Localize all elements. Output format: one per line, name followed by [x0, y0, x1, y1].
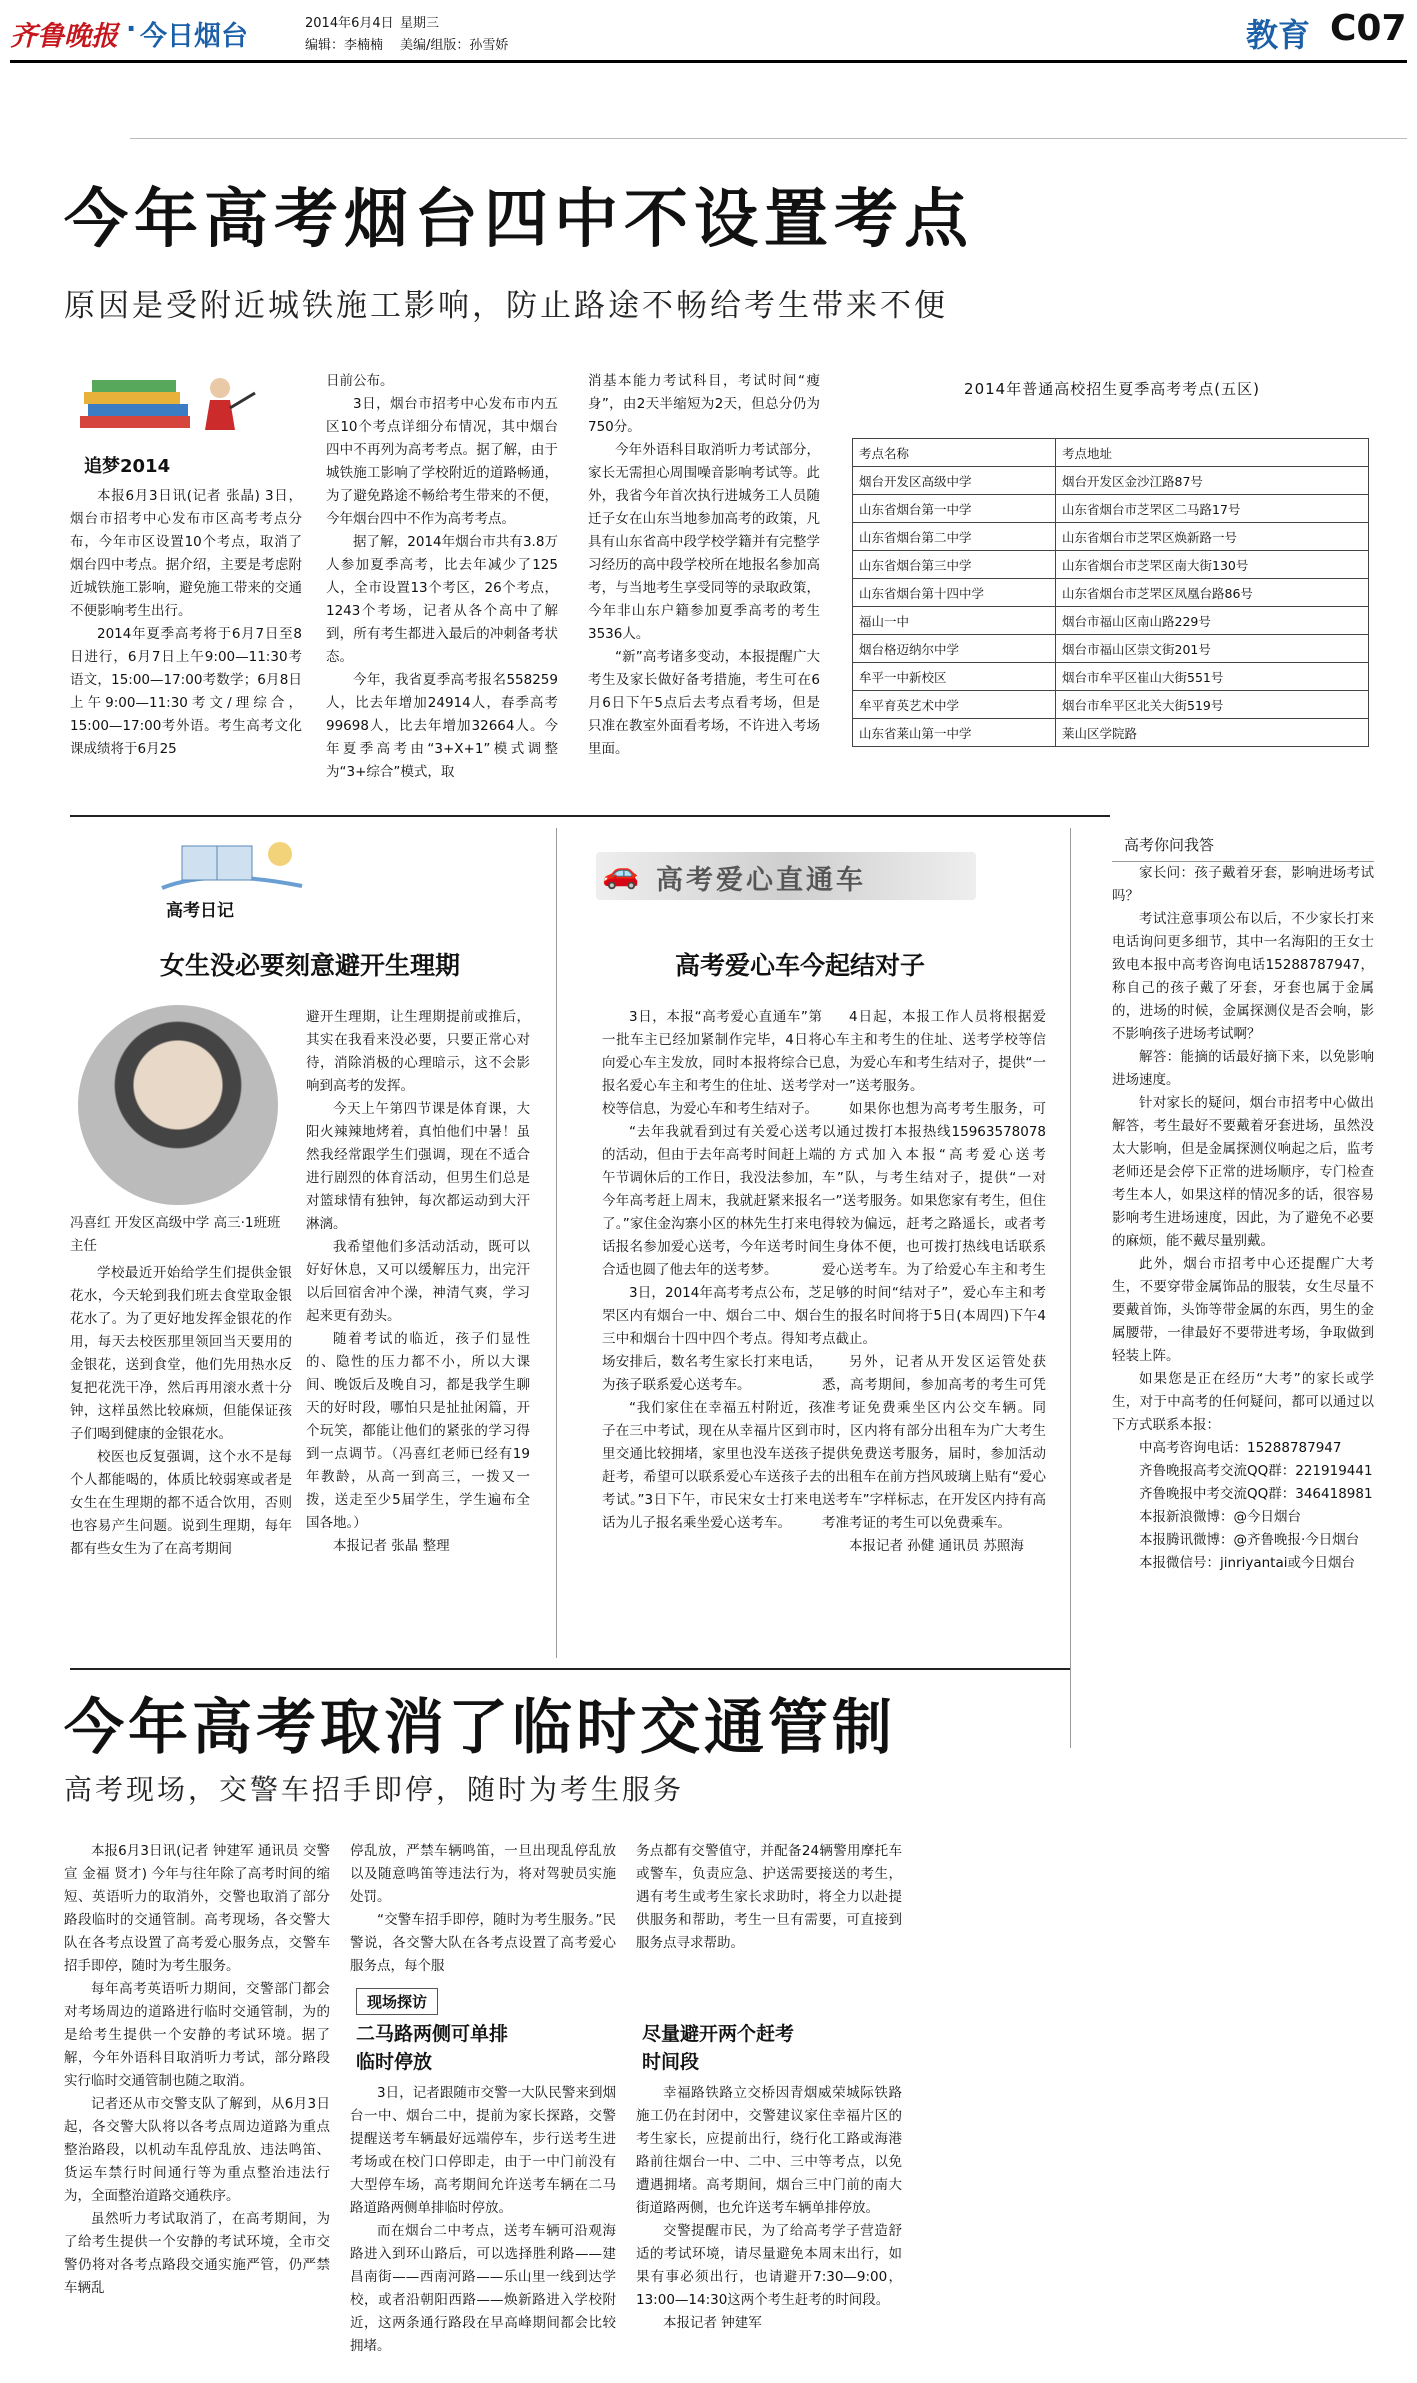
- table-cell: 烟台格迈纳尔中学: [853, 635, 1056, 663]
- car-banner: [596, 852, 976, 900]
- contact-line: 本报腾讯微博：@齐鲁晚报·今日烟台: [1139, 1532, 1360, 1548]
- masthead-date: 2014年6月4日: [305, 16, 394, 31]
- sidebar-label: 现场探访: [356, 1988, 438, 2015]
- paragraph: 今年外语科目取消听力考试部分，家长无需担心周围噪音影响考试等。此外，我省今年首次执行进城务工人员随迁子女在山东当地参加高考的政策，凡具有山东省高中段学校学籍并有完整学习经历的高中段学校所在地报名参加高考，与当地考生享受同等的录取政策，今年非山东户籍参加夏季高考的考生3536人。: [588, 442, 820, 642]
- paragraph: 消基本能力考试科目，考试时间“瘦身”，由2天半缩短为2天，但总分仍为750分。: [588, 373, 820, 435]
- byline: 本报记者 张晶 整理: [333, 1538, 450, 1554]
- table-cell: 烟台市福山区南山路229号: [1056, 607, 1369, 635]
- paragraph: 3日，记者跟随市交警一大队民警来到烟台一中、烟台二中，提前为家长探路，交警提醒送考车辆最好远端停车，步行送考生进考场或在校门口停即走，由于一中门前没有大型停车场，高考期间允许送考车辆在二马路道路两侧单排临时停放。: [350, 2085, 616, 2216]
- table-row: [853, 691, 1369, 719]
- table-cell: 烟台开发区金沙江路87号: [1056, 467, 1369, 495]
- car-banner-title: 高考爱心直通车: [656, 865, 866, 896]
- contact-line: 齐鲁晚报中考交流QQ群：346418981: [1139, 1486, 1373, 1502]
- paragraph: 如果您是正在经历“大考”的家长或学生，对于中高考的任何疑问，都可以通过以下方式联系本报：: [1112, 1371, 1374, 1433]
- paragraph: 每年高考英语听力期间，交警部门都会对考场周边的道路进行临时交通管制，为的是给考生提供一个安静的考试环境。据了解，今年外语科目取消听力考试，部分路段实行临时交通管制也随之取消。: [64, 1981, 330, 2089]
- paragraph: 交警提醒市民，为了给高考学子营造舒适的考试环境，请尽量避免本周末出行，如果有事必须出行，也请避开7:30—9:00，13:00—14:30这两个考生赶考的时间段。: [636, 2223, 902, 2308]
- paragraph: 家长问：孩子戴着牙套，影响进场考试吗？: [1112, 865, 1374, 904]
- paragraph: 校医也反复强调，这个水不是每个人都能喝的，体质比较弱寒或者是女生在生理期的都不适合饮用，否则也容易产生问题。说到生理期，每年都有些女生为了在高考期间: [70, 1449, 292, 1557]
- table-cell: 福山一中: [853, 607, 1056, 635]
- article2-col1: [64, 1840, 330, 2375]
- table-header-row: [853, 439, 1369, 467]
- paragraph: 此外，烟台市招考中心还提醒广大考生，不要穿带金属饰品的服装，女生尽量不要戴首饰，头饰等带金属的东西，男生的金属腰带，一律最好不要带进考场，争取做到轻装上阵。: [1112, 1256, 1374, 1364]
- qa-box: [1112, 828, 1374, 1728]
- paragraph: 学校最近开始给学生们提供金银花水，今天轮到我们班去食堂取金银花水了。为了更好地发挥金银花的作用，每天去校医那里领回当天要用的金银花，送到食堂，他们先用热水反复把花洗干净，然后再用滚水煮十分钟，这样虽然比较麻烦，但能保证孩子们喝到健康的金银花水。: [70, 1265, 292, 1442]
- contact-line: 中高考咨询电话：15288787947: [1139, 1440, 1342, 1456]
- column-divider: [556, 828, 557, 1658]
- paragraph: 考试注意事项公布以后，不少家长打来电话询问更多细节，其中一名海阳的王女士致电本报中高考咨询电话15288787947，称自己的孩子戴了牙套，牙套也属于金属的，进场的时候，金属探测仪是否会响，影不影响孩子进场考试啊？: [1112, 911, 1374, 1042]
- table-cell: 烟台市牟平区崔山大街551号: [1056, 663, 1369, 691]
- author-photo: [78, 1005, 278, 1205]
- exam-sites-table-title: 2014年普通高校招生夏季高考考点(五区): [964, 380, 1260, 398]
- masthead-weekday: 星期三: [400, 16, 440, 31]
- car-col1: [602, 1006, 822, 1606]
- paragraph: 2014年夏季高考将于6月7日至8日进行，6月7日上午9:00—11:30考语文，15:00—17:00考数学；6月8日上午9:00—11:30考文/理综合，15:00—17:00考外语。考生高考文化课成绩将于6月25: [70, 626, 302, 757]
- article2-col3: [636, 1840, 902, 1990]
- table-cell: 山东省烟台第二中学: [853, 523, 1056, 551]
- article2-headline: 今年高考取消了临时交通管制: [64, 1693, 896, 1763]
- table-cell: 山东省莱山第一中学: [853, 719, 1056, 747]
- diary-illustration: [152, 828, 312, 900]
- table-cell: 烟台开发区高级中学: [853, 467, 1056, 495]
- page-number: C07: [1330, 8, 1407, 49]
- paragraph: 3日，烟台市招考中心发布市内五区10个考点详细分布情况，其中烟台四中不再列为高考考点。据了解，由于城铁施工影响了学校附近的道路畅通，为了避免路途不畅给考生带来的不便，今年烟台四中不作为高考考点。: [326, 396, 558, 527]
- paragraph: 幸福路铁路立交桥因青烟威荣城际铁路施工仍在封闭中，交警建议家住幸福片区的考生家长，应提前出行，绕行化工路或海港路前往烟台一中、二中、三中等考点，以免遭遇拥堵。高考期间，烟台三中门前的南大街道路两侧，也允许送考车辆单排停放。: [636, 2085, 902, 2216]
- paragraph: 本报6月3日讯(记者 张晶) 3日，烟台市招考中心发布市区高考考点分布，今年市区设置10个考点，取消了烟台四中考点。据介绍，主要是考虑附近城铁施工影响，避免施工带来的交通不便影响考生出行。: [70, 488, 302, 619]
- paragraph: 3日，本报“高考爱心直通车”第一批车主已经加紧制作完毕，4日将向爱心车主发放，同时本报将综合已报名爱心车主和考生的住址、送考学校等信息，为爱心车和考生结对子。: [602, 1009, 822, 1117]
- paragraph: 务点都有交警值守，并配备24辆警用摩托车或警车，负责应急、护送需要接送的考生，遇有考生或考生家长求助时，将全力以赴提供服务和帮助，考生一旦有需要，可直接到服务点寻求帮助。: [636, 1843, 902, 1951]
- subhead-2: 尽量避开两个赶考时间段: [642, 2023, 795, 2073]
- paragraph: 解答：能摘的话最好摘下来，以免影响进场速度。: [1112, 1049, 1374, 1088]
- image-caption: 追梦2014: [84, 456, 171, 477]
- masthead-designer: 美编/组版：孙雪娇: [400, 38, 509, 53]
- paragraph: 停乱放，严禁车辆鸣笛，一旦出现乱停乱放以及随意鸣笛等违法行为，将对驾驶员实施处罚。: [350, 1843, 616, 1905]
- car-headline: 高考爱心车今起结对子: [674, 951, 925, 980]
- paragraph: “交警车招手即停，随时为考生服务。”民警说，各交警大队在各考点设置了高考爱心服务点，每个服: [350, 1912, 616, 1974]
- byline: 本报记者 孙健 通讯员 苏照海: [849, 1538, 1024, 1554]
- diary-col2: [306, 1006, 530, 1660]
- sub2-body: [636, 2082, 902, 2375]
- article2-subhead: 高考现场，交警车招手即停，随时为考生服务: [64, 1773, 685, 1806]
- masthead-editor: 编辑：李楠楠: [305, 38, 384, 53]
- diary-label: 高考日记: [166, 901, 234, 921]
- table-cell: 山东省烟台市芝罘区焕新路一号: [1056, 523, 1369, 551]
- exam-sites-table: [852, 438, 1369, 747]
- table-row: [853, 495, 1369, 523]
- contact-line: 本报微信号：jinriyantai或今日烟台: [1139, 1555, 1355, 1571]
- article1-col1: [70, 485, 302, 825]
- masthead: [0, 0, 1417, 80]
- qa-body: [1112, 862, 1374, 1722]
- contact-line: 齐鲁晚报高考交流QQ群：221919441: [1139, 1463, 1373, 1479]
- table-row: [853, 579, 1369, 607]
- paragraph: 而在烟台二中考点，送考车辆可沿观海路进入到环山路后，可以选择胜利路——建昌南街——西南河路——乐山里一线到达学校，或者沿朝阳西路——焕新路进入学校附近，这两条通行路段在早高峰期间都会比较拥堵。: [350, 2223, 616, 2354]
- paragraph: 今天上午第四节课是体育课，大阳火辣辣地烤着，真怕他们中暑！虽然我经常跟学生们强调，现在不适合进行剧烈的体育活动，但男生们总是对篮球情有独钟，每次都运动到大汗淋漓。: [306, 1101, 530, 1232]
- table-cell: 牟平一中新校区: [853, 663, 1056, 691]
- photo-caption: 冯喜红 开发区高级中学 高三·1班班主任: [70, 1215, 281, 1254]
- sub1-body: [350, 2082, 616, 2375]
- paragraph: 随着考试的临近，孩子们显性的、隐性的压力都不小，所以大课间、晚饭后及晚自习，都是我学生聊天的好时段，哪怕只是扯扯闲篇，开个玩笑，都能让他们的紧张的学习得到一点调节。（冯喜红老师已经有19年教龄，从高一到高三，一拨又一拨，送走至少5届学生，学生遍布全国各地。）: [306, 1331, 530, 1531]
- logo-dot: ·: [126, 14, 137, 45]
- table-header-cell: 考点名称: [853, 439, 1056, 467]
- section-divider: [70, 815, 1110, 817]
- table-row: [853, 551, 1369, 579]
- exam-sites-table-wrap: [852, 438, 1369, 747]
- car-col2: [822, 1006, 1046, 1658]
- page-category: 教育: [1246, 16, 1311, 54]
- paragraph: 我希望他们多活动活动，既可以好好休息，又可以缓解压力，出完汗以后回宿舍冲个澡，神清气爽，学习起来更有劲头。: [306, 1239, 530, 1324]
- table-cell: 烟台市牟平区北关大街519号: [1056, 691, 1369, 719]
- table-cell: 山东省烟台第一中学: [853, 495, 1056, 523]
- paragraph: “去年我就看到过有关爱心送考的活动，但由于去年高考时间赶上端午节调休后的工作日，我没法参加，今年高考赶上周末，我就赶紧来报名了。”家住金沟寨小区的林先生打来电话报名参加爱心送考，今年送考时间合适也圆了他去年的送考梦。: [602, 1124, 822, 1278]
- qa-title: 高考你问我答: [1112, 828, 1374, 862]
- paragraph: 记者还从市交警支队了解到，从6月3日起，各交警大队将以各考点周边道路为重点整治路段，以机动车乱停乱放、违法鸣笛、货运车禁行时间通行等为重点整治违法行为，全面整治道路交通秩序。: [64, 2096, 330, 2204]
- masthead-rule: [10, 60, 1407, 63]
- table-row: [853, 719, 1369, 747]
- paragraph: 日前公布。: [326, 373, 394, 389]
- contact-line: 本报新浪微博：@今日烟台: [1139, 1509, 1301, 1525]
- paragraph: 虽然听力考试取消了，在高考期间，为了给考生提供一个安静的考试环境，全市交警仍将对各考点路段交通实施严管，仍严禁车辆乱: [64, 2211, 330, 2296]
- table-row: [853, 607, 1369, 635]
- table-row: [853, 467, 1369, 495]
- paragraph: 另外，记者从开发区运管处获悉，高考期间，参加高考的考生可凭准考证免费乘坐区内公交车辆。同时，区内将有部分出租车为广大考生提供免费送考服务，届时，参加活动的出租车在前方挡风玻璃上贴有“爱心送考车”字样标志，在开发区内持有高考准考证的考生可以免费乘车。: [822, 1354, 1046, 1531]
- section-divider: [70, 1668, 1070, 1670]
- table-cell: 牟平育英艺术中学: [853, 691, 1056, 719]
- table-cell: 山东省烟台市芝罘区凤凰台路86号: [1056, 579, 1369, 607]
- paragraph: 避开生理期，让生理期提前或推后，其实在我看来没必要，只要正常心对待，消除消极的心理暗示，这不会影响到高考的发挥。: [306, 1009, 530, 1094]
- paragraph: 据了解，2014年烟台市共有3.8万人参加夏季高考，比去年减少了125人，全市设置13个考区，26个考点，1243个考场，记者从各个高中了解到，所有考生都进入最后的冲刺备考状态。: [326, 534, 558, 665]
- table-cell: 山东省烟台市芝罘区南大街130号: [1056, 551, 1369, 579]
- paragraph: 本报6月3日讯(记者 钟建军 通讯员 交警宣 金福 贤才) 今年与往年除了高考时间的缩短、英语听力的取消外，交警也取消了部分路段临时的交通管制。高考现场，各交警大队在各考点设置了高考爱心服务点，交警车招手即停，随时为考生服务。: [64, 1843, 330, 1974]
- masthead-rule-thin: [130, 138, 1407, 139]
- paragraph: 4日起，本报工作人员将根据爱心车主和考生的住址、送考学校等信息，为爱心车和考生结对子，提供“一对一”送考服务。: [822, 1009, 1046, 1094]
- table-row: [853, 523, 1369, 551]
- table-cell: 山东省烟台第三中学: [853, 551, 1056, 579]
- article1-subhead: 原因是受附近城铁施工影响，防止路途不畅给考生带来不便: [64, 288, 948, 324]
- paragraph: 如果你也想为高考考生服务，可以通过拨打本报热线15963578078的方式加入本报“高考爱心送考车”队，与考生结对子，提供“一对一”送考服务。如果您家有考生，但住得较为偏远，赶考之路遥长，或者考生身体不便，也可拨打热线电话联系爱心送考车。为了给爱心车主和考生足够的时间“结对子”，爱心车主和考生的报名时间将于5日(本周四)下午4点截止。: [822, 1101, 1046, 1347]
- diary-headline: 女生没必要刻意避开生理期: [159, 951, 460, 980]
- paragraph: 针对家长的疑问，烟台市招考中心做出解答，考生最好不要戴着牙套进场，虽然没太大影响，但是金属探测仪响起之后，监考老师还是会停下正常的进场顺序，专门检查考生本人，如果这样的情况多的话，很容易影响考生进场速度，因此，为了避免不必要的麻烦，能不戴尽量别戴。: [1112, 1095, 1374, 1249]
- table-cell: 山东省烟台第十四中学: [853, 579, 1056, 607]
- books-illustration: [70, 368, 270, 448]
- article2-col2: [350, 1840, 616, 1990]
- car-icon: 🚗: [602, 856, 640, 891]
- subhead-1: 二马路两侧可单排临时停放: [356, 2023, 509, 2073]
- table-cell: 烟台市福山区崇文街201号: [1056, 635, 1369, 663]
- paragraph: 3日，2014年高考考点公布，芝罘区内有烟台一中、烟台二中、烟台三中和烟台十四中四个考点。得知考场安排后，数名考生家长打来电话，为孩子联系爱心送考车。: [602, 1285, 822, 1393]
- paper-logo: 齐鲁晚报: [10, 21, 118, 52]
- article1-col2: [326, 370, 558, 825]
- byline: 本报记者 钟建军: [663, 2315, 762, 2331]
- table-header-cell: 考点地址: [1056, 439, 1369, 467]
- table-cell: 莱山区学院路: [1056, 719, 1369, 747]
- paragraph: 今年，我省夏季高考报名558259人，比去年增加24914人，春季高考99698人，比去年增加32664人。今年夏季高考由“3+X+1”模式调整为“3+综合”模式，取: [326, 672, 558, 780]
- column-divider: [1070, 828, 1071, 1748]
- table-row: [853, 663, 1369, 691]
- diary-col1: [70, 1262, 292, 1662]
- table-cell: 山东省烟台市芝罘区二马路17号: [1056, 495, 1369, 523]
- article1-headline: 今年高考烟台四中不设置考点: [64, 183, 974, 257]
- paragraph: “新”高考诸多变动，本报提醒广大考生及家长做好备考措施，考生可在6月6日下午5点后去考点看考场，但是只准在教室外面看考场，不许进入考场里面。: [588, 649, 820, 757]
- table-row: [853, 635, 1369, 663]
- paragraph: “我们家住在幸福五村附近，孩子在三中考试，现在从幸福片区到市里交通比较拥堵，家里也没车送孩子赶考，希望可以联系爱心车送孩子去考试。”3日下午，市民宋女士打来电话为儿子报名乘坐爱心送考车。: [602, 1400, 822, 1531]
- section-name: 今日烟台: [140, 21, 248, 52]
- article1-col3: [588, 370, 820, 825]
